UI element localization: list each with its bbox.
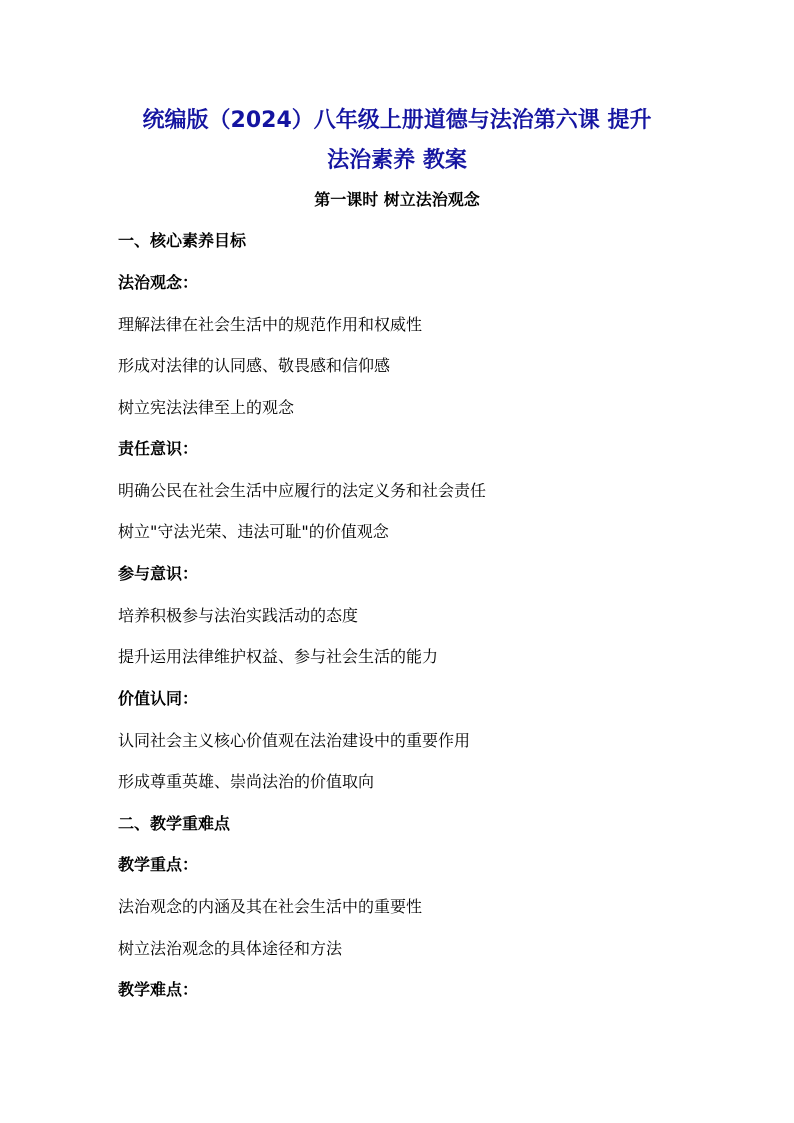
body-line: 树立"守法光荣、违法可耻"的价值观念 — [118, 522, 389, 541]
lesson-subtitle: 第一课时 树立法治观念 — [314, 190, 480, 209]
subheading-teaching-focus: 教学重点： — [118, 855, 199, 874]
body-line: 理解法律在社会生活中的规范作用和权威性 — [118, 315, 423, 334]
body-line: 树立法治观念的具体途径和方法 — [118, 939, 343, 958]
document-title-line-1: 统编版（2024）八年级上册道德与法治第六课 提升 — [142, 108, 652, 133]
body-line: 法治观念的内涵及其在社会生活中的重要性 — [118, 897, 423, 916]
subheading-rule-of-law: 法治观念： — [118, 273, 199, 292]
body-line: 培养积极参与法治实践活动的态度 — [118, 606, 359, 625]
body-line: 提升运用法律维护权益、参与社会生活的能力 — [118, 647, 439, 666]
section-heading-core-goals: 一、核心素养目标 — [118, 231, 247, 250]
subheading-teaching-difficulty: 教学难点： — [118, 980, 199, 999]
subheading-responsibility: 责任意识： — [118, 439, 199, 458]
section-heading-key-points: 二、教学重难点 — [118, 814, 231, 833]
body-line: 树立宪法法律至上的观念 — [118, 398, 295, 417]
subheading-participation: 参与意识： — [118, 564, 199, 583]
body-line: 明确公民在社会生活中应履行的法定义务和社会责任 — [118, 481, 487, 500]
document-title-line-2: 法治素养 教案 — [327, 148, 467, 173]
body-line: 形成尊重英雄、崇尚法治的价值取向 — [118, 772, 375, 791]
body-line: 形成对法律的认同感、敬畏感和信仰感 — [118, 356, 391, 375]
subheading-value-identity: 价值认同： — [118, 689, 199, 708]
body-line: 认同社会主义核心价值观在法治建设中的重要作用 — [118, 731, 471, 750]
